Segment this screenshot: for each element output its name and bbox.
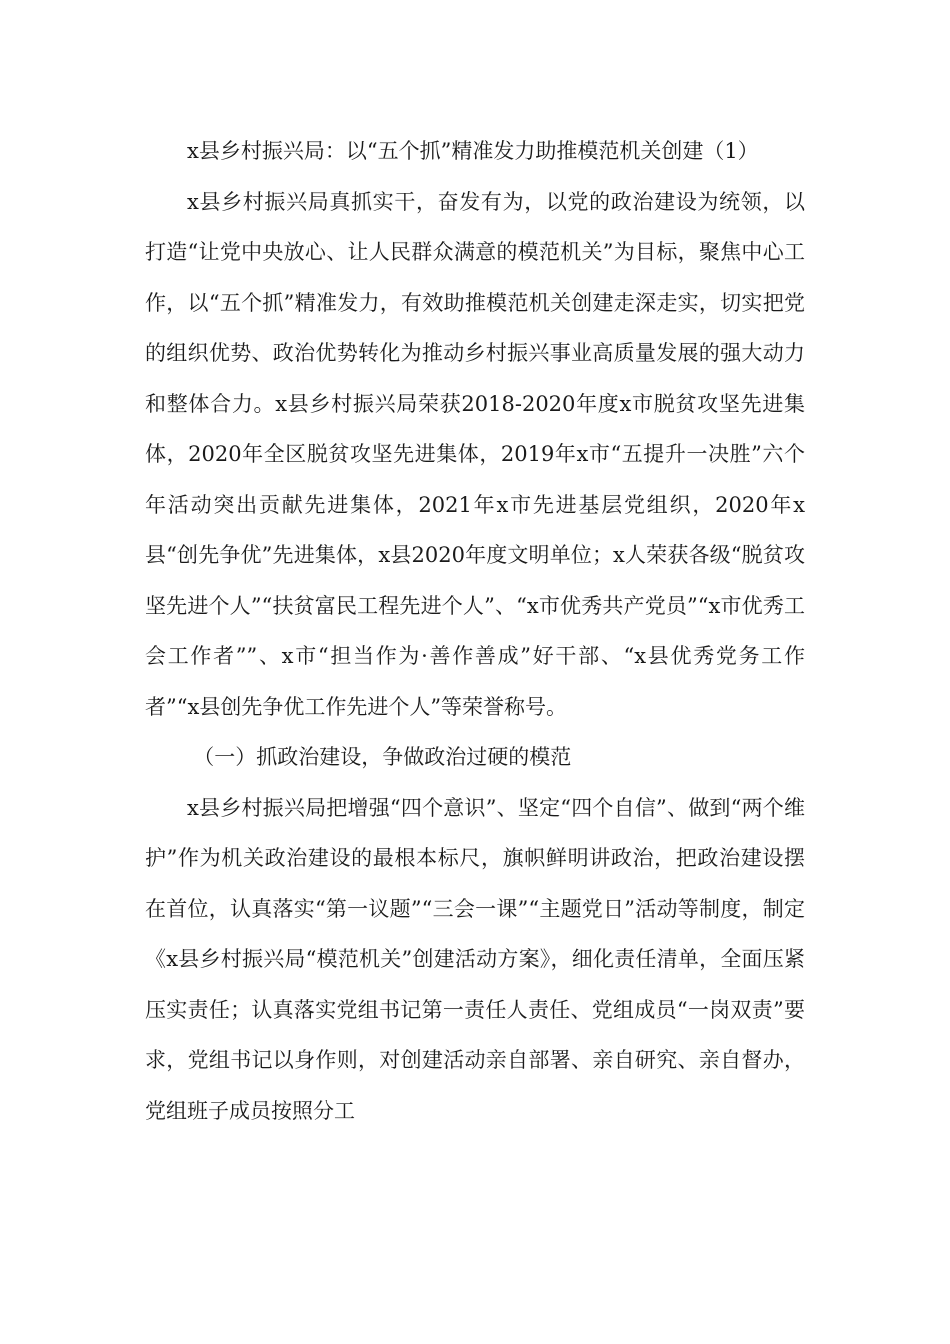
section-paragraph: x县乡村振兴局把增强“四个意识”、坚定“四个自信”、做到“两个维护”作为机关政治建设的最根本标尺，旗帜鲜明讲政治，把政治建设摆在首位，认真落实“第一议题”“三会一课”“主题党日”活动等制度，制定《x县乡村振兴局“模范机关”创建活动方案》，细化责任清单，全面压紧压实责任；认真落实党组书记第一责任人责任、党组成员“一岗双责”要求，党组书记以身作则，对创建活动亲自部署、亲自研究、亲自督办，党组班子成员按照分工 [145,795,805,1123]
section-heading: （一）抓政治建设，争做政治过硬的模范 [193,745,572,769]
intro-paragraph: x县乡村振兴局真抓实干，奋发有为，以党的政治建设为统领，以打造“让党中央放心、让人民群众满意的模范机关”为目标，聚焦中心工作，以“五个抓”精准发力，有效助推模范机关创建走深走实，切实把党的组织优势、政治优势转化为推动乡村振兴事业高质量发展的强大动力和整体合力。x县乡村振兴局荣获2018-2020年度x市脱贫攻坚先进集体，2020年全区脱贫攻坚先进集体，2019年x市“五提升一决胜”六个年活动突出贡献先进集体，2021年x市先进基层党组织，2020年x县“创先争优”先进集体，x县2020年度文明单位；x人荣获各级“脱贫攻坚先进个人”“扶贫富民工程先进个人”、“x市优秀共产党员”“x市优秀工会工作者””、x市“担当作为·善作善成”好干部、“x县优秀党务工作者”“x县创先争优工作先进个人”等荣誉称号。 [145,189,805,719]
document-title: x县乡村振兴局：以“五个抓”精准发力助推模范机关创建（1） [187,139,759,163]
document-body [145,126,805,1136]
